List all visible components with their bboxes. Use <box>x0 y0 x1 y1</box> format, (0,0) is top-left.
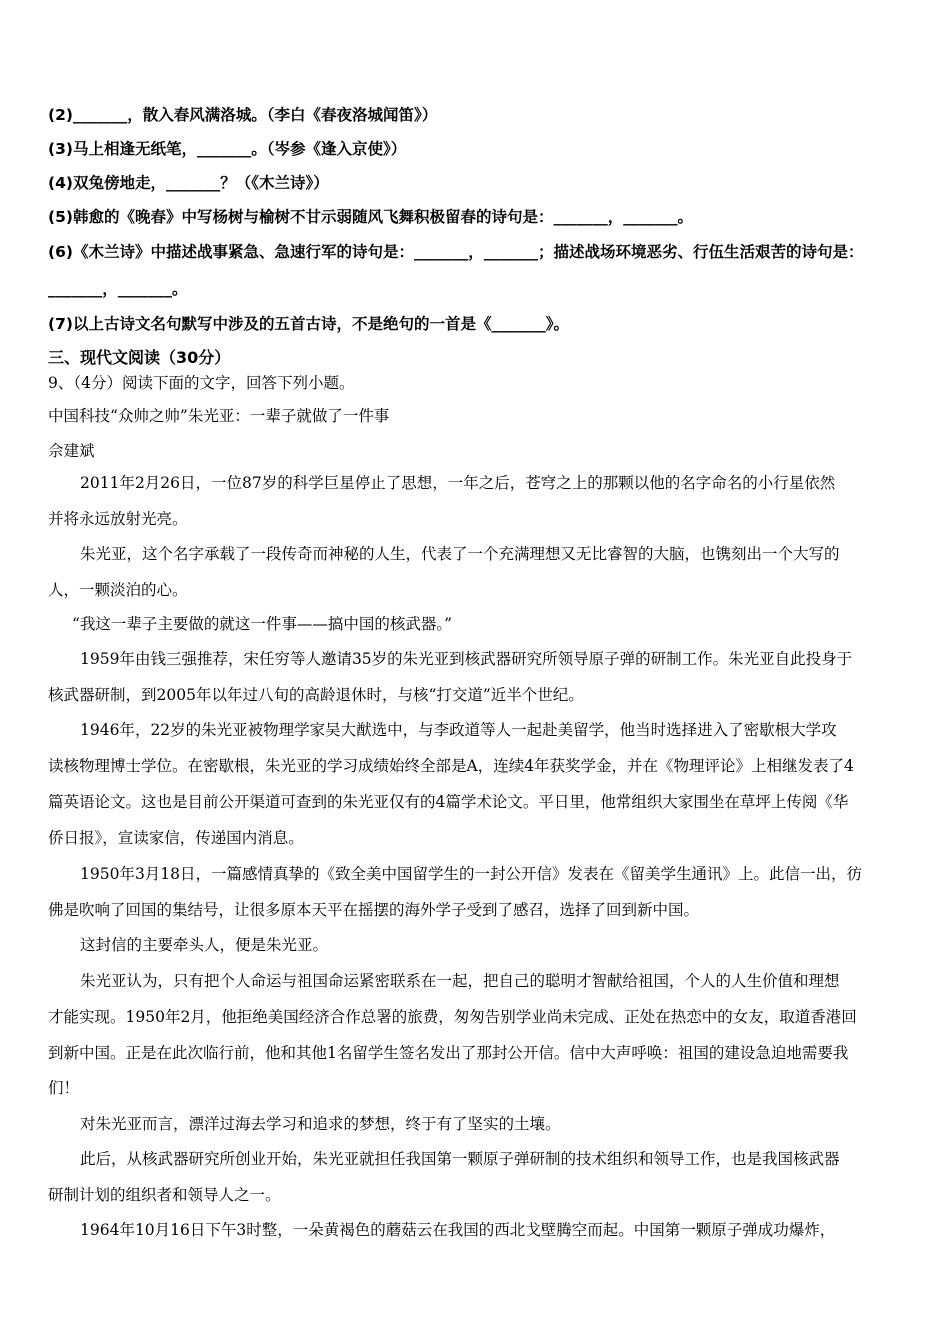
poem-item-6: (6)《木兰诗》中描述战事紧急、急速行军的诗句是：_______，_______；描述战场环境恶劣、行伍生活艰苦的诗句是： <box>48 243 864 261</box>
paragraph-line: 佛是吹响了回国的集结号，让很多原本天平在摇摆的海外学子受到了感召，选择了回到新中国。 <box>48 901 700 919</box>
poem-item-3: (3)马上相逢无纸笔，_______。（岑参《逢入京使》） <box>48 140 407 158</box>
paragraph-line: 2011年2月26日，一位87岁的科学巨星停止了思想，一年之后，苍穹之上的那颗以他的名字命名的小行星依然 <box>80 474 836 492</box>
question-stem: 9、（4分）阅读下面的文字，回答下列小题。 <box>48 374 355 392</box>
paragraph-line: 朱光亚认为，只有把个人命运与祖国命运紧密联系在一起，把自己的聪明才智献给祖国，个人的人生价值和理想 <box>80 972 840 990</box>
paragraph-line: 核武器研制，到2005年以年过八旬的高龄退休时，与核“打交道”近半个世纪。 <box>48 686 584 704</box>
paragraph-line: 读核物理博士学位。在密歇根，朱光亚的学习成绩始终全部是A，连续4年获奖学金，并在《物理评论》上相继发表了4 <box>48 757 854 775</box>
article-author: 佘建斌 <box>48 442 95 460</box>
paragraph-line: 朱光亚，这个名字承载了一段传奇而神秘的人生，代表了一个充满理想又无比睿智的大脑，也镌刻出一个大写的 <box>80 545 840 563</box>
paragraph-line: 人，一颗淡泊的心。 <box>48 581 188 599</box>
article-title: 中国科技“众帅之帅”朱光亚：一辈子就做了一件事 <box>48 407 390 425</box>
paragraph-line: “我这一辈子主要做的就这一件事——搞中国的核武器。” <box>72 615 453 633</box>
paragraph-line: 1959年由钱三强推荐，宋任穷等人邀请35岁的朱光亚到核武器研究所领导原子弹的研制工作。朱光亚自此投身于 <box>80 650 853 668</box>
paragraph-line: 研制计划的组织者和领导人之一。 <box>48 1186 281 1204</box>
paragraph-line: 们！ <box>48 1079 80 1097</box>
poem-item-6-continued: _______，_______。 <box>48 280 188 298</box>
poem-item-5: (5)韩愈的《晚春》中写杨树与榆树不甘示弱随风飞舞积极留春的诗句是：_______，_______。 <box>48 208 693 226</box>
paragraph-line: 到新中国。正是在此次临行前，他和其他1名留学生签名发出了那封公开信。信中大声呼唤：祖国的建设急迫地需要我 <box>48 1044 849 1062</box>
section-title: 三、现代文阅读（30分） <box>48 348 231 367</box>
paragraph-line: 才能实现。1950年2月，他拒绝美国经济合作总署的旅费，匆匆告别学业尚未完成、正处在热恋中的女友，取道香港回 <box>48 1008 857 1026</box>
poem-item-7: (7)以上古诗文名句默写中涉及的五首古诗，不是绝句的一首是《_______》。 <box>48 315 569 333</box>
poem-item-4: (4)双兔傍地走，_______？（《木兰诗》） <box>48 174 329 192</box>
paragraph-line: 此后，从核武器研究所创业开始，朱光亚就担任我国第一颗原子弹研制的技术组织和领导工作，也是我国核武器 <box>80 1150 840 1168</box>
paragraph-line: 篇英语论文。这也是目前公开渠道可查到的朱光亚仅有的4篇学术论文。平日里，他常组织大家围坐在草坪上传阅《华 <box>48 793 849 811</box>
paragraph-line: 1950年3月18日，一篇感情真挚的《致全美中国留学生的一封公开信》发表在《留美学生通讯》上。此信一出，彷 <box>80 865 863 883</box>
paragraph-line: 侨日报》，宣读家信，传递国内消息。 <box>48 829 304 847</box>
paragraph-line: 1946年，22岁的朱光亚被物理学家吴大猷选中，与李政道等人一起赴美留学，他当时选择进入了密歇根大学攻 <box>80 721 837 739</box>
poem-item-2: (2)_______，散入春风满洛城。（李白《春夜洛城闻笛》） <box>48 106 438 124</box>
paragraph-line: 这封信的主要牵头人，便是朱光亚。 <box>80 936 329 954</box>
paragraph-line: 1964年10月16日下午3时整，一朵黄褐色的蘑菇云在我国的西北戈壁腾空而起。中国第一颗原子弹成功爆炸， <box>80 1221 836 1239</box>
paragraph-line: 对朱光亚而言，漂洋过海去学习和追求的梦想，终于有了坚实的土壤。 <box>80 1115 561 1133</box>
paragraph-line: 并将永远放射光亮。 <box>48 510 188 528</box>
